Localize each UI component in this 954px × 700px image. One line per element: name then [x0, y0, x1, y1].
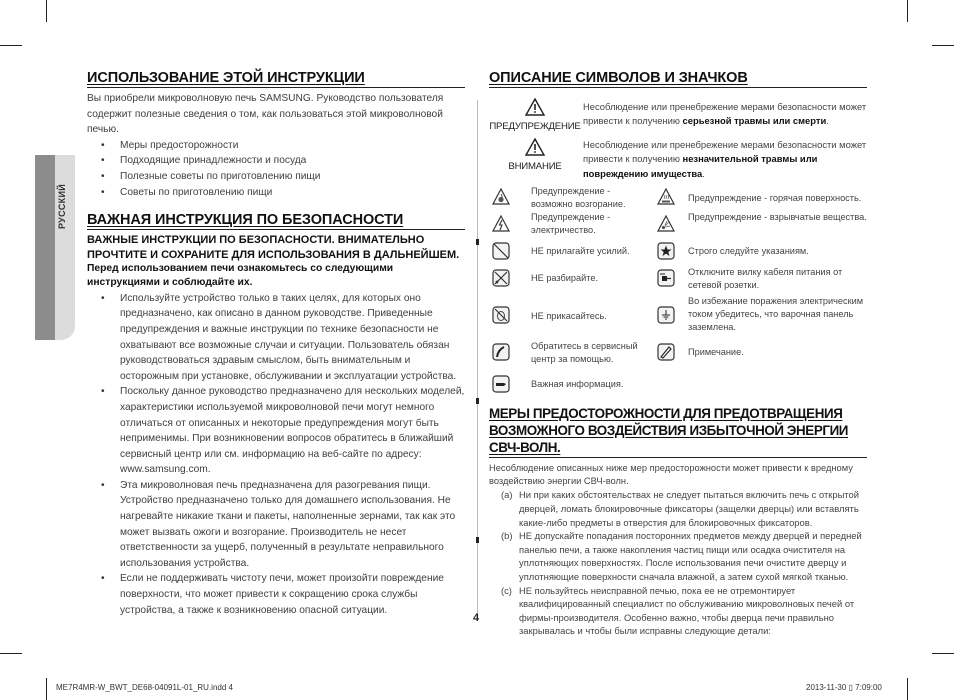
section-title-safety: ВАЖНАЯ ИНСТРУКЦИЯ ПО БЕЗОПАСНОСТИ	[87, 212, 465, 230]
important-info-icon	[492, 375, 510, 393]
symbol-text: Предупреждение - горячая поверхность.	[688, 193, 862, 203]
service-phone-icon	[492, 343, 510, 361]
crop-mark	[0, 653, 22, 654]
hot-surface-warning-icon	[657, 188, 675, 206]
list-item: • Используйте устройство только в таких целях, для которых оно предназначено, как описано в данном руководстве. Приведенные предупреждения и важные инструкции по технике безопасности не охватывают все возможные случаи и ситуации. Пользователь обязан руководствоваться здравым смыслом, быть внимательным и осторожным при установке, обслуживании и эксплуатации устройства.	[87, 291, 465, 385]
list-item: • Полезные советы по приготовлению пищи	[87, 169, 465, 185]
section-title-microwave-line1: МЕРЫ ПРЕДОСТОРОЖНОСТИ ДЛЯ ПРЕДОТВРАЩЕНИЯ	[489, 406, 843, 421]
symbol-text: Предупреждение - взрывчатые вещества.	[688, 212, 867, 222]
safety-bold-intro: ВАЖНЫЕ ИНСТРУКЦИИ ПО БЕЗОПАСНОСТИ. ВНИМАТЕЛЬНО ПРОЧТИТЕ И СОХРАНИТЕ ДЛЯ ИСПОЛЬЗОВАНИЯ В ДАЛЬНЕЙШЕМ.	[87, 234, 460, 261]
section-title-usage: ИСПОЛЬЗОВАНИЕ ЭТОЙ ИНСТРУКЦИИ	[87, 70, 465, 88]
crop-mark	[46, 678, 47, 700]
list-item: • Поскольку данное руководство предназначено для нескольких моделей, характеристики используемой микроволновой печи могут немного отличаться от описанных и некоторые предупреждения могут быть неприменимы. При возникновении вопросов обратитесь в ближайший сервисный центр или см. информацию на веб-сайте по адресу: www.samsung.com.	[87, 384, 465, 478]
symbol-text: Предупреждение - электричество.	[531, 212, 611, 235]
right-column	[489, 70, 867, 638]
safety-bold-subintro: Перед использованием печи ознакомьтесь со следующими инструкциями и соблюдайте их.	[87, 263, 394, 289]
electric-warning-icon	[492, 215, 510, 233]
microwave-intro: Несоблюдение описанных ниже мер предосторожности может привести к вредному воздействию энергии СВЧ-волн.	[489, 463, 853, 487]
symbol-text: Примечание.	[688, 347, 744, 357]
list-item: • Меры предосторожности	[87, 138, 465, 154]
no-touch-icon	[492, 306, 510, 324]
crop-mark	[932, 45, 954, 46]
caution-text: Несоблюдение или пренебрежение мерами безопасности может привести к получению незначительной травмы или повреждению имущества.	[583, 139, 867, 179]
symbol-text: Предупреждение - возможно возгорание.	[531, 186, 626, 209]
caution-definition	[489, 139, 867, 185]
warning-definition	[489, 101, 867, 139]
footer-filename: ME7R4MR-W_BWT_DE68-04091L-01_RU.indd 4	[56, 683, 233, 692]
symbol-text: Во избежание поражения электрическим током убедитесь, что варочная панель заземлена.	[688, 296, 864, 332]
symbol-text: Важная информация.	[531, 379, 624, 389]
crop-mark	[46, 0, 47, 22]
safety-bullets	[87, 291, 465, 618]
list-item: • Если не поддерживать чистоту печи, может произойти повреждение поверхности, что может привести к сокращению срока службы устройства, а также к возникновению опасной ситуации.	[87, 571, 465, 618]
symbol-text: НЕ прикасайтесь.	[531, 311, 607, 321]
list-item: (b) НЕ допускайте попадания посторонних предметов между дверцей и передней панелью печи, а также накопления частиц пищи или осадка очистителя на уплотняющих поверхностях. После использования печи очистите дверцу и уплотняющие поверхности сначала влажной, а затем сухой мягкой тканью.	[501, 530, 862, 582]
crop-mark	[907, 0, 908, 22]
caution-label: ВНИМАНИЕ	[508, 161, 562, 172]
microwave-precautions-section	[489, 405, 867, 638]
crop-mark	[932, 653, 954, 654]
warning-label: ПРЕДУПРЕЖДЕНИЕ	[489, 121, 581, 132]
left-column	[87, 70, 465, 618]
crop-mark	[0, 45, 22, 46]
symbol-grid	[489, 185, 867, 390]
usage-intro: Вы приобрели микроволновую печь SAMSUNG. Руководство пользователя содержит полезные сведения о том, как пользоваться этой микроволновой печью.	[87, 93, 444, 136]
symbol-text: НЕ прилагайте усилий.	[531, 246, 630, 256]
no-disassemble-icon	[492, 269, 510, 287]
ground-icon	[657, 306, 675, 324]
section-title-microwave-line2: ВОЗМОЖНОГО ВОЗДЕЙСТВИЯ ИЗБЫТОЧНОЙ ЭНЕРГИИ СВЧ-ВОЛН.	[489, 422, 867, 458]
language-tab	[35, 155, 75, 340]
unplug-icon	[657, 269, 675, 287]
follow-instructions-icon	[657, 242, 675, 260]
footer-timestamp: 2013-11-30 ▯ 7:09:00	[806, 683, 882, 692]
tab-dark-stripe	[35, 155, 55, 340]
no-force-icon	[492, 242, 510, 260]
symbol-text: Обратитесь в сервисный центр за помощью.	[531, 341, 638, 364]
language-tab-label: РУССКИЙ	[57, 183, 67, 229]
fire-warning-icon	[492, 188, 510, 206]
section-title-symbols: ОПИСАНИЕ СИМВОЛОВ И ЗНАЧКОВ	[489, 70, 867, 88]
divider-mark	[476, 239, 479, 245]
microwave-precautions-list	[489, 488, 867, 638]
divider-mark	[476, 398, 479, 404]
list-item: • Эта микроволновая печь предназначена для разогревания пищи. Устройство предназначено только для домашнего использования. Не нагревайте никакие ткани и пакеты, наполненные зернами, так как это может вызвать ожоги и возгорание. Производитель не несет ответственности за ущерб, полученный в результате неправильного использования устройства.	[87, 478, 465, 572]
symbol-text: Строго следуйте указаниям.	[688, 246, 809, 256]
list-item: (c) НЕ пользуйтесь неисправной печью, пока ее не отремонтирует квалифицированный специалист по обслуживанию микроволновых печей от фирмы-производителя. Особенно важно, чтобы дверца печи правильно закрывалась и чтобы были исправны следующие детали:	[501, 584, 855, 637]
symbol-text: НЕ разбирайте.	[531, 273, 599, 283]
explosive-warning-icon	[657, 215, 675, 233]
page-number: 4	[473, 612, 480, 624]
symbol-text: Отключите вилку кабеля питания от сетевой розетки.	[688, 267, 843, 290]
list-item: • Советы по приготовлению пищи	[87, 185, 465, 201]
divider-mark	[476, 537, 479, 543]
usage-bullets	[87, 138, 465, 200]
warning-text: Несоблюдение или пренебрежение мерами безопасности может привести к получению серьезной травмы или смерти.	[583, 101, 867, 127]
crop-mark	[907, 678, 908, 700]
caution-triangle-icon	[525, 138, 545, 156]
note-icon	[657, 343, 675, 361]
list-item: (a) Ни при каких обстоятельствах не следует пытаться включить печь с открытой дверцей, ломать блокировочные фиксаторы (защелки дверцы) или вставлять какие-либо предметы в отверстия для блокировочных фиксаторов.	[501, 489, 859, 528]
list-item: • Подходящие принадлежности и посуда	[87, 153, 465, 169]
warning-triangle-icon	[525, 98, 545, 116]
